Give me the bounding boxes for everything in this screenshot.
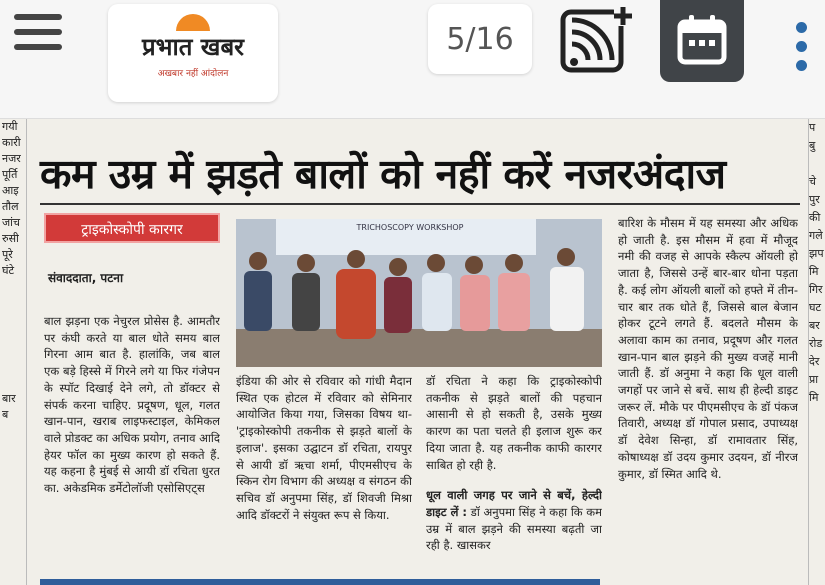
strip-text-line: की (809, 211, 821, 224)
article-byline: संवाददाता, पटना (48, 271, 124, 285)
article-headline[interactable]: कम उम्र में झड़ते बालों को नहीं करें नजरअंदाज (40, 150, 726, 198)
strip-text-line: गले (809, 229, 823, 242)
strip-text-line: आइ (2, 184, 19, 197)
event-photo[interactable] (236, 219, 602, 367)
strip-text-line: रुसी (2, 232, 19, 245)
column-3-text-after: डॉ अनुपमा सिंह ने कहा कि कम उम्र में बाल झड़ने की समस्या बढ़ती जा रही है. खासकर (426, 504, 602, 553)
article-badge: ट्राइकोस्कोपी कारगर (44, 213, 220, 243)
strip-text-line (0, 311, 26, 327)
strip-text-line (0, 327, 26, 343)
strip-text-line: रोड (809, 337, 823, 350)
calendar-icon (660, 0, 744, 82)
strip-text-line (0, 343, 26, 359)
strip-text-line: बार (2, 392, 16, 405)
strip-text-line: देर (809, 355, 820, 368)
strip-text-line: ब (2, 408, 9, 421)
strip-text-line: झप (809, 247, 824, 260)
epaper-page (0, 119, 825, 585)
column-1-text: बाल झड़ना एक नेचुरल प्रोसेस है. आमतौर पर कंघी करते या बाल धोते समय बाल गिरना आम बात है. हालांकि, जब बाल एक बड़े हिस्से में गिरने लगे या फिर गंजेपन के स्पॉट दिखाई देने लगे, तो डॉक्टर से संपर्क करना चाहिए. प्रदूषण, धूल, गलत खान-पान, खराब लाइफस्टाइल, केमिकल वाले प्रोडक्ट का अधिक प्रयोग, तनाव आदि हेयर फॉल का मुख्य कारण हो सकते हैं. यह कहना है मुंबई से आयी डॉ रचिता धुरत का. अकेडमिक डर्मेटोलॉजी एसोसिएट्स (44, 314, 220, 496)
column-3-text: डॉ रचिता ने कहा कि ट्राइकोस्कोपी तकनीक से झड़ते बालों की पहचान आसानी से हो सकती है, उसके मुख्य कारण का पता चलते ही इलाज शुरू कर दिया जाता है. यह तकनीक काफी कारगर साबित हो रही है. (426, 374, 602, 472)
strip-text-line: चे (809, 175, 816, 188)
strip-text-line: घंटे (2, 264, 15, 277)
strip-text-line: मि (809, 265, 819, 278)
newspaper-logo[interactable] (108, 4, 278, 102)
app-toolbar (0, 0, 825, 119)
logo-tagline: अखबार नहीं आंदोलन (157, 69, 229, 79)
strip-text-line: प (809, 121, 816, 134)
article-column-4 (618, 215, 798, 575)
strip-text-line: प्रा (809, 373, 819, 386)
add-feed-icon[interactable] (560, 6, 632, 76)
strip-text-line: गयी (2, 120, 18, 133)
page-indicator[interactable]: 5/16 (428, 4, 532, 74)
strip-text-line: पूरे (2, 248, 13, 261)
strip-text-line (809, 155, 825, 173)
hamburger-menu-icon[interactable] (14, 14, 62, 56)
strip-text-line (0, 279, 26, 295)
column-2-text: इंडिया की ओर से रविवार को गांधी मैदान स्थित एक होटल में रविवार को सेमिनार आयोजित किया गया, जिसका विषय था- 'ट्राइकोस्कोपी तकनीक से झड़ते बालों के इलाज'. इसका उद्घाटन डॉ रचिता, रायपुर से आयी डॉ ऋचा शर्मा, पीएमसीएच के स्किन रोग विभाग की अध्यक्ष व संगठन की सचिव डॉ अनुपमा सिंह, डॉ शिवजी मिश्रा आदि डॉक्टरों ने संयुक्त रूप से किया. (236, 374, 412, 522)
strip-text-line (0, 295, 26, 311)
strip-text-line (0, 359, 26, 375)
strip-text-line: बर (809, 319, 820, 332)
adjacent-article-right (808, 119, 825, 585)
strip-text-line: पूर्ति (2, 168, 18, 181)
column-3-subhead: धूल वाली जगह पर जाने से बचें, हेल्दी डाइट लें : (426, 488, 602, 519)
headline-rule (40, 203, 800, 205)
strip-text-line: गिर (809, 283, 823, 296)
strip-text-line: बु (809, 139, 816, 152)
strip-text-line (0, 375, 26, 391)
strip-text-line: तौल (2, 200, 19, 213)
strip-text-line: कारी (2, 136, 21, 149)
strip-text-line: नजर (2, 152, 21, 165)
calendar-button[interactable] (660, 0, 744, 82)
strip-text-line: मि (809, 391, 819, 404)
adjacent-article-left (0, 119, 27, 585)
logo-title: प्रभात खबर (142, 33, 244, 61)
strip-text-line: पुर (809, 193, 820, 206)
page-bottom-bar (40, 579, 600, 585)
more-vertical-icon[interactable] (796, 22, 810, 76)
strip-text-line: जांच (2, 216, 20, 229)
photo-banner-text: TRICHOSCOPY WORKSHOP (356, 223, 464, 232)
strip-text-line: घट (809, 301, 822, 314)
logo-sun-icon (176, 14, 210, 31)
article-column-1 (44, 313, 220, 575)
article-column-3 (426, 373, 602, 573)
column-4-text: बारिश के मौसम में यह समस्या और अधिक हो जाती है. इस मौसम में हवा में मौजूद नमी की वजह से आपके स्कैल्प ऑयली हो जाता है, जिससे उन्हें बार-बार धोना पड़ता है. कई लोग ऑयली बालों को हफ्ते में तीन-चार बार तक धोते हैं, जिससे बाल बेजान होकर टूटने लगते हैं. बदलते मौसम के अलावा काम का तनाव, प्रदूषण और गलत खान-पान बाल झड़ने की मुख्य वजहें मानी जाती हैं. डॉ अनुमा ने कहा कि धूल वाली जगहों पर जाने से बचें. साथ ही हेल्दी डाइट जरूर लें. मौके पर पीएमसीएच के डॉ पंकज तिवारी, अध्यक्ष डॉ गोपाल प्रसाद, उपाध्यक्ष डॉ देवेश सिन्हा, डॉ रामावतार सिंह, कोषाध्यक्ष डॉ उदय कुमार उदयन, डॉ नीरज कुमार, डॉ स्मित आदि थे. (618, 216, 798, 481)
article-column-2 (236, 373, 412, 573)
